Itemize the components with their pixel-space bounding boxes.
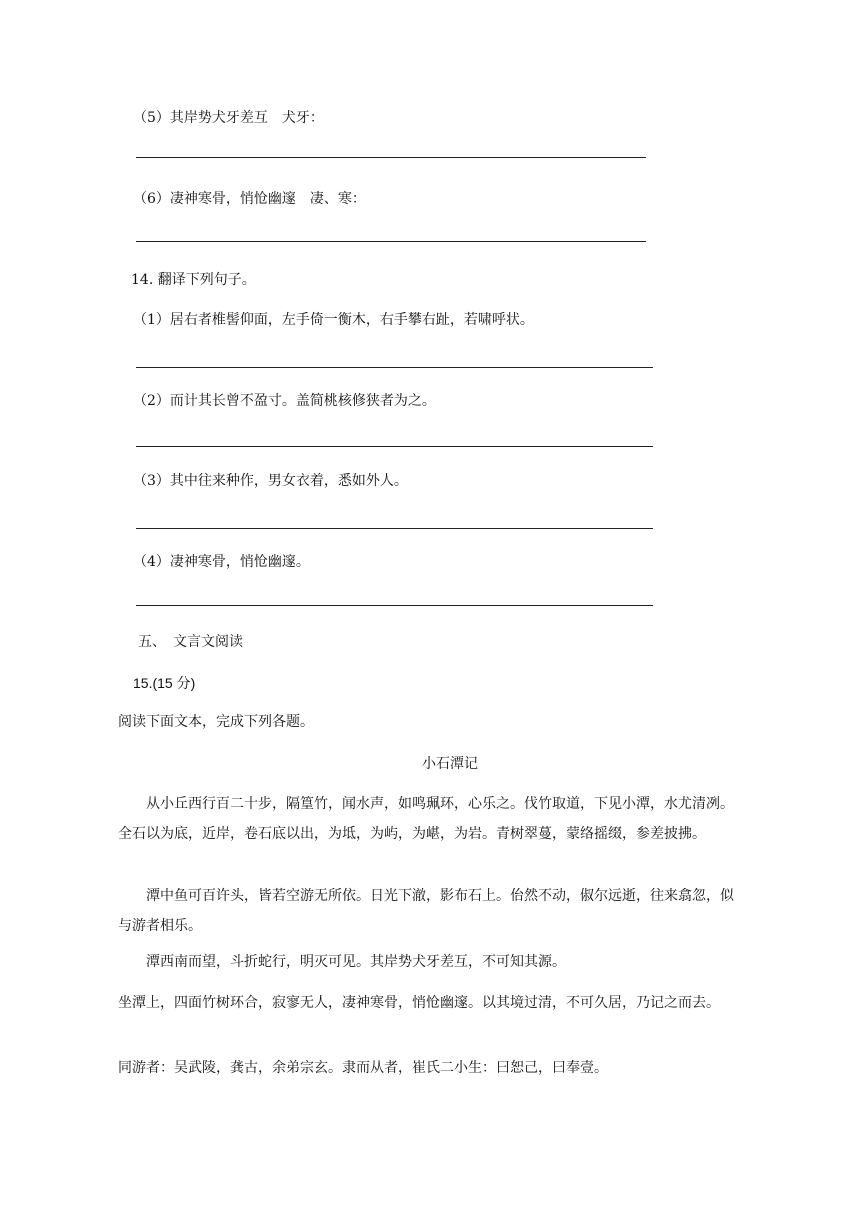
item-text: 其岸势犬牙差互 犬牙：: [169, 110, 324, 126]
item-text: 居右者椎髻仰面，左手倚一衡木，右手攀右趾，若啸呼状。: [169, 312, 534, 328]
answer-line[interactable]: [136, 528, 653, 529]
passage-paragraph: 坐潭上，四面竹树环合，寂寥无人，凄神寒骨，悄怆幽邃。以其境过清，不可久居，乃记之而去。: [118, 995, 720, 1011]
item-number: （6）: [133, 191, 170, 207]
item-number: （2）: [133, 393, 170, 409]
passage-paragraph: 潭西南而望，斗折蛇行，明灭可见。其岸势犬牙差互，不可知其源。: [146, 954, 566, 970]
passage-title: 小石潭记: [422, 756, 478, 772]
answer-line[interactable]: [136, 241, 646, 242]
section-heading: 五、 文言文阅读: [138, 634, 243, 650]
item-number: （5）: [133, 110, 170, 126]
q14-heading: 14. 翻译下列句子。: [131, 272, 256, 288]
answer-line[interactable]: [136, 157, 646, 158]
item-number: （4）: [133, 554, 170, 570]
passage-paragraph: 潭中鱼可百许头，皆若空游无所依。日光下澈，影布石上。佁然不动，俶尔远逝，往来翕忽，似与游者相乐。: [118, 888, 734, 934]
q14-item-1: [133, 310, 534, 330]
item-number: （1）: [133, 312, 170, 328]
item-text: 凄神寒骨，悄怆幽邃。: [169, 554, 310, 570]
q13-item-5: [133, 108, 324, 128]
instruction: 阅读下面文本，完成下列各题。: [118, 714, 314, 730]
q15-label: 15.(15 分): [133, 675, 196, 691]
q14-item-2: [133, 391, 436, 411]
passage-paragraph: 从小丘西行百二十步，隔篁竹，闻水声，如鸣珮环，心乐之。伐竹取道，下见小潭，水尤清冽。全石以为底，近岸，卷石底以出，为坻，为屿，为嵁，为岩。青树翠蔓，蒙络摇缀，参差披拂。: [118, 796, 734, 842]
answer-line[interactable]: [136, 367, 653, 368]
answer-line[interactable]: [136, 446, 653, 447]
passage-paragraph: 同游者：吴武陵，龚古，余弟宗玄。隶而从者，崔氏二小生：曰恕己，曰奉壹。: [118, 1060, 608, 1076]
item-text: 而计其长曾不盈寸。盖简桃核修狭者为之。: [169, 393, 436, 409]
q14-item-3: [133, 471, 408, 491]
q14-item-4: [133, 552, 310, 572]
item-number: （3）: [133, 473, 170, 489]
item-text: 凄神寒骨，悄怆幽邃 凄、寒：: [169, 191, 366, 207]
item-text: 其中往来种作，男女衣着，悉如外人。: [169, 473, 408, 489]
q13-item-6: [133, 189, 366, 209]
answer-line[interactable]: [136, 605, 653, 606]
